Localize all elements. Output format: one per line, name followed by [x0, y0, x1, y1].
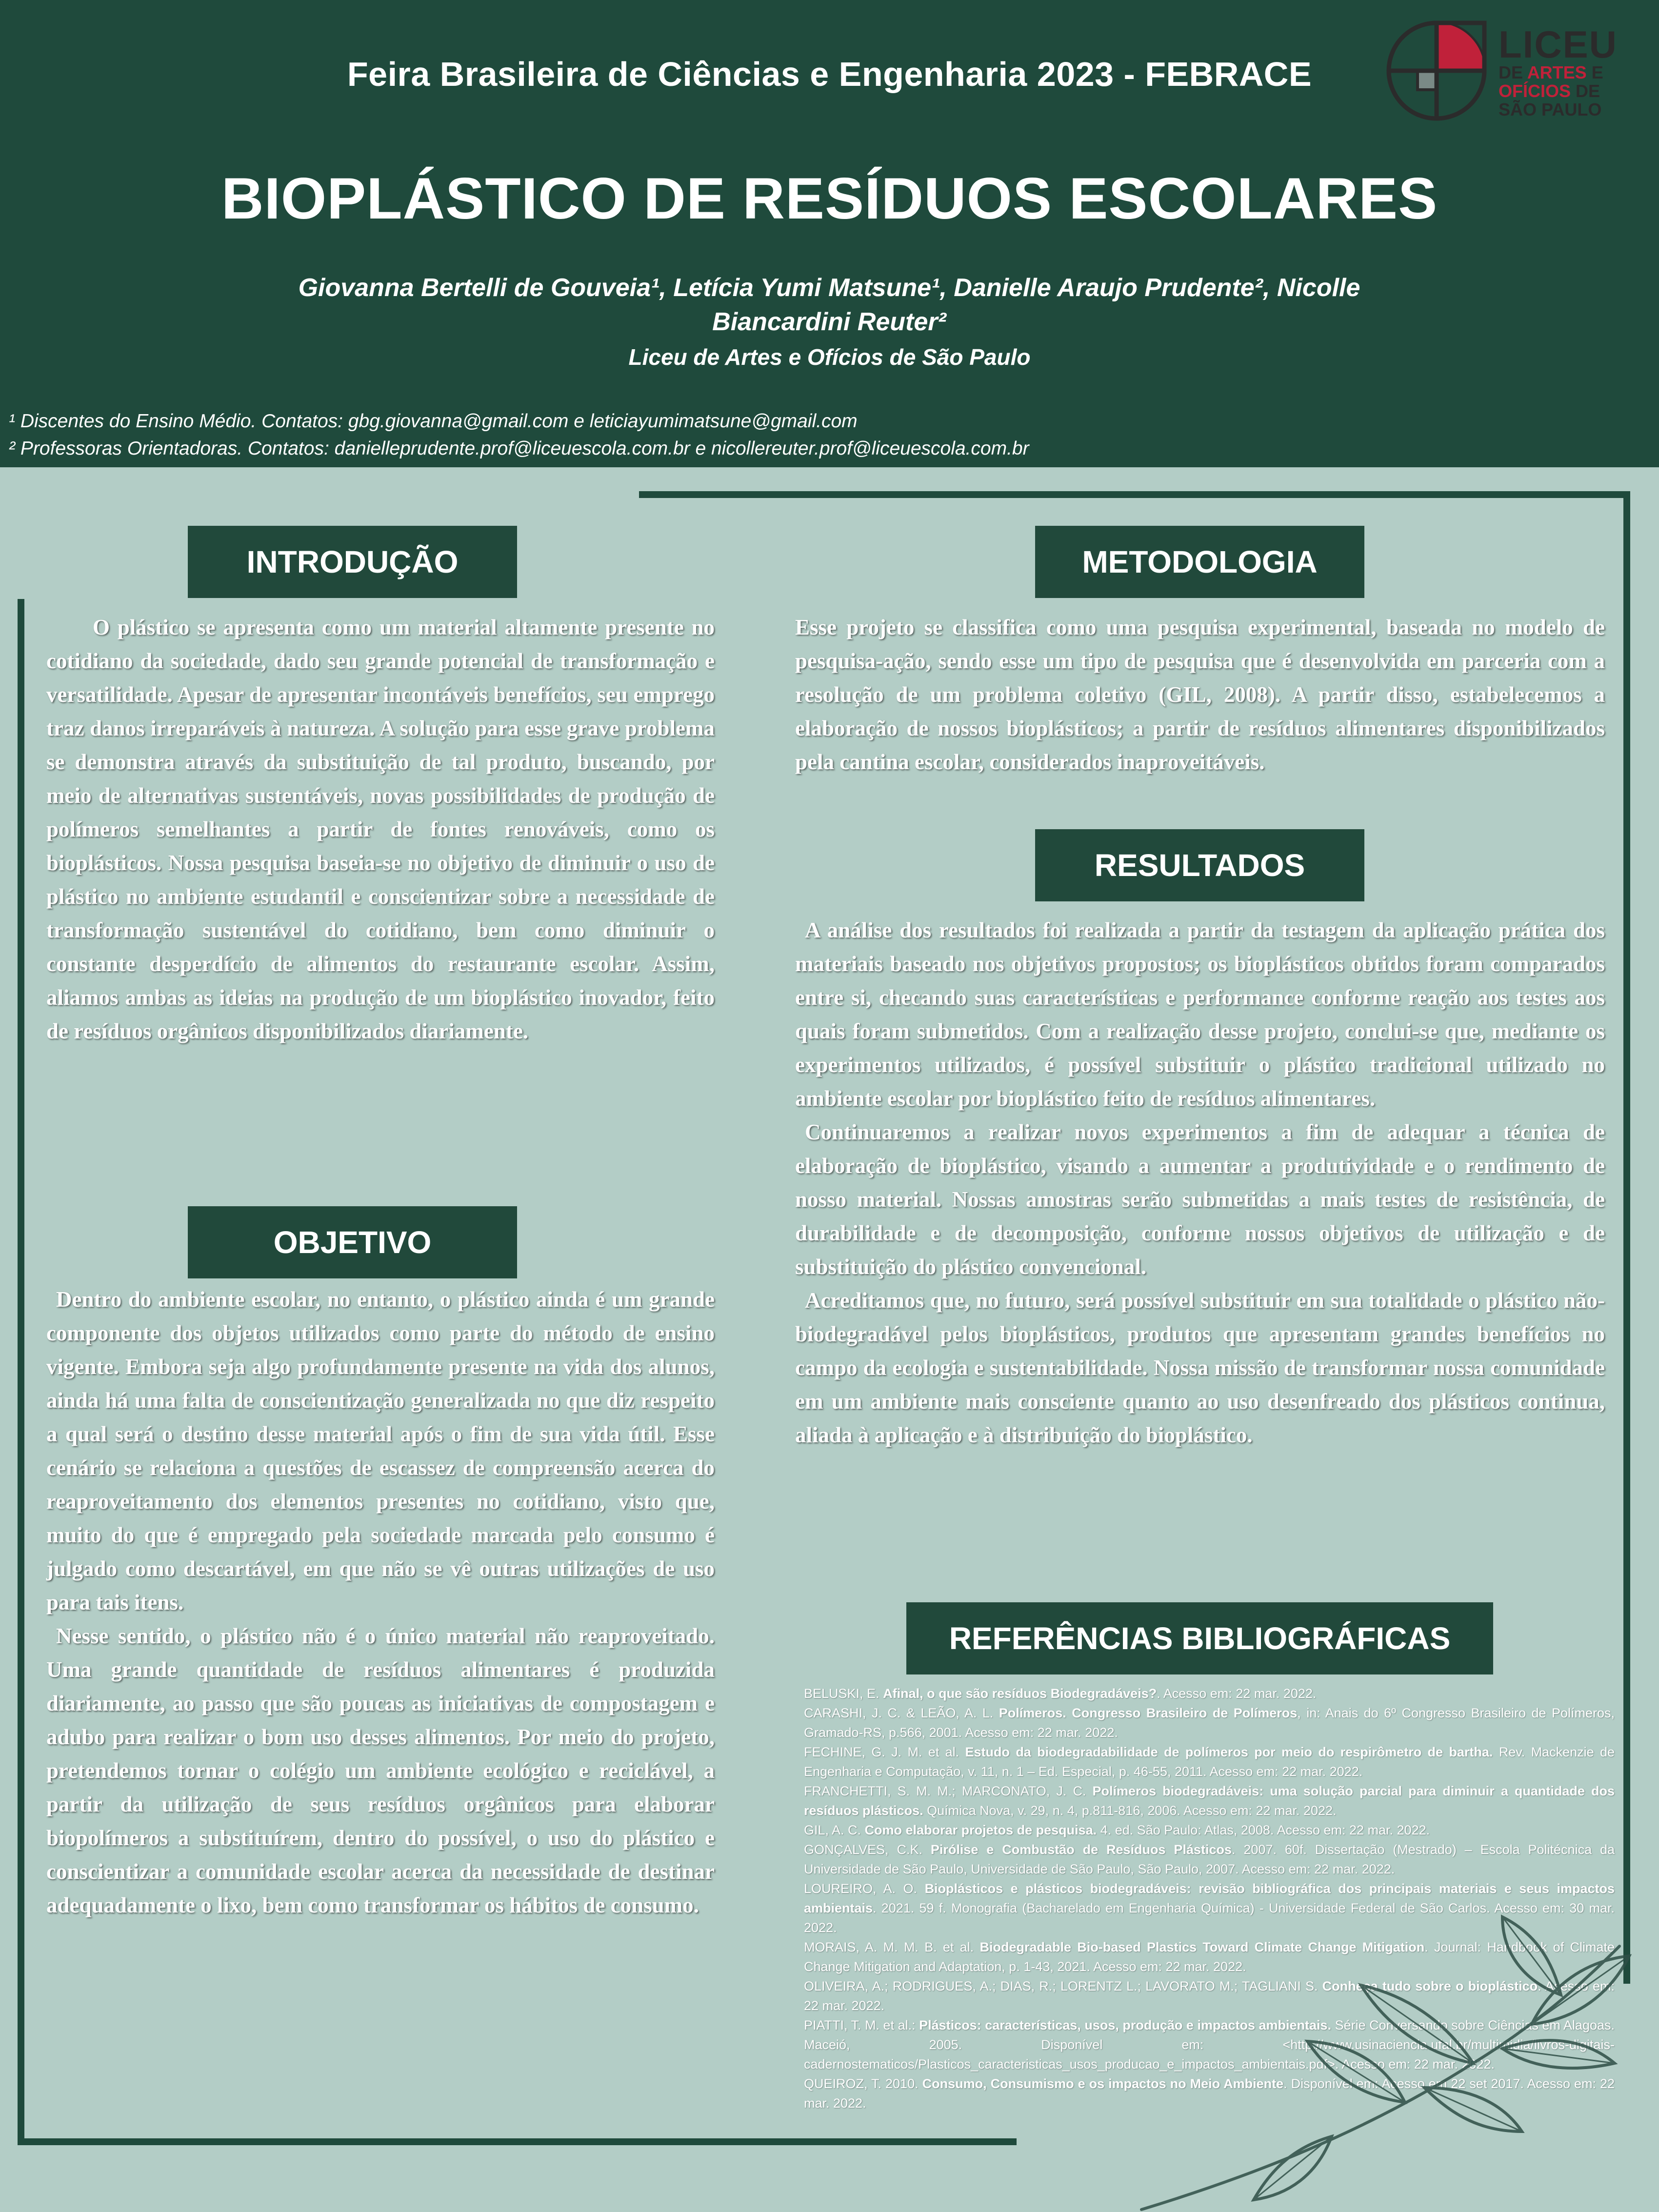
reference-item: FECHINE, G. J. M. et al. Estudo da biodegradabilidade de polímeros por meio do respirômetro de bartha. Rev. Mackenzie de Engenharia e Computação, v. 11, n. 1 – Ed. Especial, p. 46-55, 2011. Acesso em: 22 mar. 2022.	[804, 1745, 1615, 1779]
frame-bottom-line	[18, 2138, 1017, 2145]
introducao-text: O plástico se apresenta como um material altamente presente no cotidiano da sociedade, dado seu grande potencial de transformação e versatilidade. Apesar de apresentar incontáveis benefícios, seu emprego traz danos irreparáveis à natureza. A solução para esse grave problema se demonstra através da substituição de tal produto, buscando, por meio de alternativas sustentáveis, novas possibilidades de produção de polímeros semelhantes a partir de fontes renováveis, como os bioplásticos. Nossa pesquisa baseia-se no objetivo de diminuir o uso de plástico no ambiente estudantil e conscientizar sobre a necessidade de transformação sustentável do cotidiano, bem como diminuir o constante desperdício de alimentos do restaurante escolar. Assim, aliamos ambas as ideias na produção de um bioplástico inovador, feito de resíduos orgânicos disponibilizados diariamente.	[46, 615, 715, 1043]
objetivo-text: Dentro do ambiente escolar, no entanto, o plástico ainda é um grande componente dos objetos utilizados como parte do método de ensino vigente. Embora seja algo profundamente presente na vida dos alunos, ainda há uma falta de conscientização generalizada no que diz respeito a qual será o destino desse material após o fim de sua vida útil. Esse cenário se relaciona a questões de escassez de compreensão acerca do reaproveitamento dos elementos presentes no cotidiano, visto que, muito do que é empregado pela sociedade marcada pelo consumo é julgado como descartável, em que não se vê outras utilizações de uso para tais itens. Nesse sentido, o plástico não é o único material não reaproveitado. Uma grande quantidade de resíduos alimentares é produzida diariamente, ao passo que são poucas as iniciativas de compostagem e adubo para realizar o bom uso desses alimentos. Por meio do projeto, pretendemos tornar o colégio um ambiente ecológico e reciclável, a partir da utilização de seus resíduos orgânicos para elaborar biopolímeros a substituírem, dentro do possível, o uso do plástico e conscientizar a comunidade escolar acerca da necessidade de destinar adequadamente o lixo, bem como transformar os hábitos de consumo.	[46, 1287, 715, 1917]
reference-item: PIATTI, T. M. et al.: Plásticos: características, usos, produção e impactos ambientais. Série Conversando sobre Ciências em Alagoas. Maceió, 2005. Disponível em: <http://www.usinaciencia.ufal.br/multimidia/livros-digitais-cadernostematicos/Plasticos_caracteristicas_usos_producao_e_impactos_ambientais.pdf>. Acesso em: 22 mar. 2022.	[804, 2018, 1615, 2072]
reference-item: FRANCHETTI, S. M. M.; MARCONATO, J. C. Polímeros biodegradáveis: uma solução parcial para diminuir a quantidade dos resíduos plásticos. Química Nova, v. 29, n. 4, p.811-816, 2006. Acesso em: 22 mar. 2022.	[804, 1784, 1615, 1818]
authors: Giovanna Bertelli de Gouveia¹, Letícia Yumi Matsune¹, Danielle Araujo Prudente², Nicolle Biancardini Reuter²	[298, 274, 1360, 336]
liceu-logo	[1385, 20, 1618, 122]
reference-item: CARASHI, J. C. & LEÃO, A. L. Polímeros. Congresso Brasileiro de Polímeros, in: Anais do 6º Congresso Brasileiro de Polímeros, Gramado-RS, p.566, 2001. Acesso em: 22 mar. 2022.	[804, 1706, 1615, 1740]
reference-item: MORAIS, A. M. M. B. et al. Biodegradable Bio-based Plastics Toward Climate Change Mitigation. Journal: Handbook of Climate Change Mitigation and Adaptation, p. 1-43, 2021. Acesso em: 22 mar. 2022.	[804, 1940, 1615, 1974]
event-title: Feira Brasileira de Ciências e Engenharia 2023 - FEBRACE	[347, 55, 1312, 93]
metodologia-text: Esse projeto se classifica como uma pesquisa experimental, baseada no modelo de pesquisa-ação, sendo esse um tipo de pesquisa que é desenvolvida em parceria com a resolução de um problema coletivo (GIL, 2008). A partir disso, estabelecemos a elaboração de nossos bioplásticos; a partir de resíduos alimentares disponibilizados pela cantina escolar, considerados inaproveitáveis.	[795, 615, 1605, 774]
reference-item: QUEIROZ, T. 2010. Consumo, Consumismo e os impactos no Meio Ambiente. Disponível em: Acesso em 22 set 2017. Acesso em: 22 mar. 2022.	[804, 2076, 1615, 2111]
reference-item: OLIVEIRA, A.; RODRIGUES, A.; DIAS, R.; LORENTZ L.; LAVORATO M.; TAGLIANI S. Conheça tudo sobre o bioplástico. Acesso em: 22 mar. 2022.	[804, 1979, 1615, 2013]
frame-left-line	[18, 599, 24, 2145]
logo-text: LICEU DE ARTES E OFÍCIOS DE SÃO PAULO	[1499, 23, 1618, 120]
resultados-text: A análise dos resultados foi realizada a partir da testagem da aplicação prática dos materiais baseado nos objetivos propostos; os bioplásticos obtidos foram comparados entre si, checando suas características e performance conforme reação aos testes aos quais foram submetidos. Com a realização desse projeto, conclui-se que, mediante os experimentos utilizados, é possível substituir o plástico tradicional utilizado no ambiente escolar por bioplástico feito de resíduos alimentares. Continuaremos a realizar novos experimentos a fim de adequar a técnica de elaboração de bioplástico, visando a aumentar a produtividade e o rendimento de nosso material. Nossas amostras serão submetidas a mais testes de resistência, de durabilidade e de decomposição, conforme nossos objetivos de utilização e de substituição do plástico convencional. Acreditamos que, no futuro, será possível substituir em sua totalidade o plástico não-biodegradável pelos bioplásticos, produtos que apresentam grandes benefícios no campo da ecologia e sustentabilidade. Nossa missão de transformar nossa comunidade em um ambiente mais consciente quanto ao uso desenfreado dos plásticos continua, aliada à aplicação e à distribuição do bioplástico.	[795, 918, 1605, 1447]
heading-metodologia: METODOLOGIA	[1035, 526, 1364, 598]
reference-item: GONÇALVES, C.K. Pirólise e Combustão de Resíduos Plásticos. 2007. 60f. Dissertação (Mestrado) – Escola Politécnica da Universidade de São Paulo, Universidade de São Paulo, São Paulo, 2007. Acesso em: 22 mar. 2022.	[804, 1842, 1615, 1876]
reference-item: GIL, A. C. Como elaborar projetos de pesquisa. 4. ed. São Paulo: Atlas, 2008. Acesso em: 22 mar. 2022.	[804, 1823, 1430, 1837]
heading-resultados: RESULTADOS	[1035, 829, 1364, 901]
footnote-teachers: ² Professoras Orientadoras. Contatos: danielleprudente.prof@liceuescola.com.br e nicollereuter.prof@liceuescola.com.br	[9, 438, 1029, 459]
poster-header	[0, 0, 1659, 467]
reference-item: BELUSKI, E. Afinal, o que são resíduos Biodegradáveis?. Acesso em: 22 mar. 2022.	[804, 1686, 1317, 1701]
frame-right-line	[1623, 491, 1630, 1984]
institution: Liceu de Artes e Ofícios de São Paulo	[628, 344, 1031, 370]
poster-title: BIOPLÁSTICO DE RESÍDUOS ESCOLARES	[221, 166, 1438, 231]
heading-objetivo: OBJETIVO	[188, 1206, 517, 1278]
leaf-branch-icon	[1132, 1902, 1659, 2212]
footnote-students: ¹ Discentes do Ensino Médio. Contatos: gbg.giovanna@gmail.com e leticiayumimatsune@gmail.com	[9, 411, 858, 432]
reference-item: LOUREIRO, A. O. Bioplásticos e plásticos biodegradáveis: revisão bibliográfica dos principais materiais e seus impactos ambientais. 2021. 59 f. Monografia (Bacharelado em Engenharia Química) - Universidade Federal de São Carlos. Acesso em: 30 mar. 2022.	[804, 1881, 1615, 1935]
heading-introducao: INTRODUÇÃO	[188, 526, 517, 598]
heading-referencias: REFERÊNCIAS BIBLIOGRÁFICAS	[906, 1602, 1493, 1674]
frame-top-line	[639, 491, 1630, 498]
liceu-emblem-icon	[1385, 20, 1493, 122]
